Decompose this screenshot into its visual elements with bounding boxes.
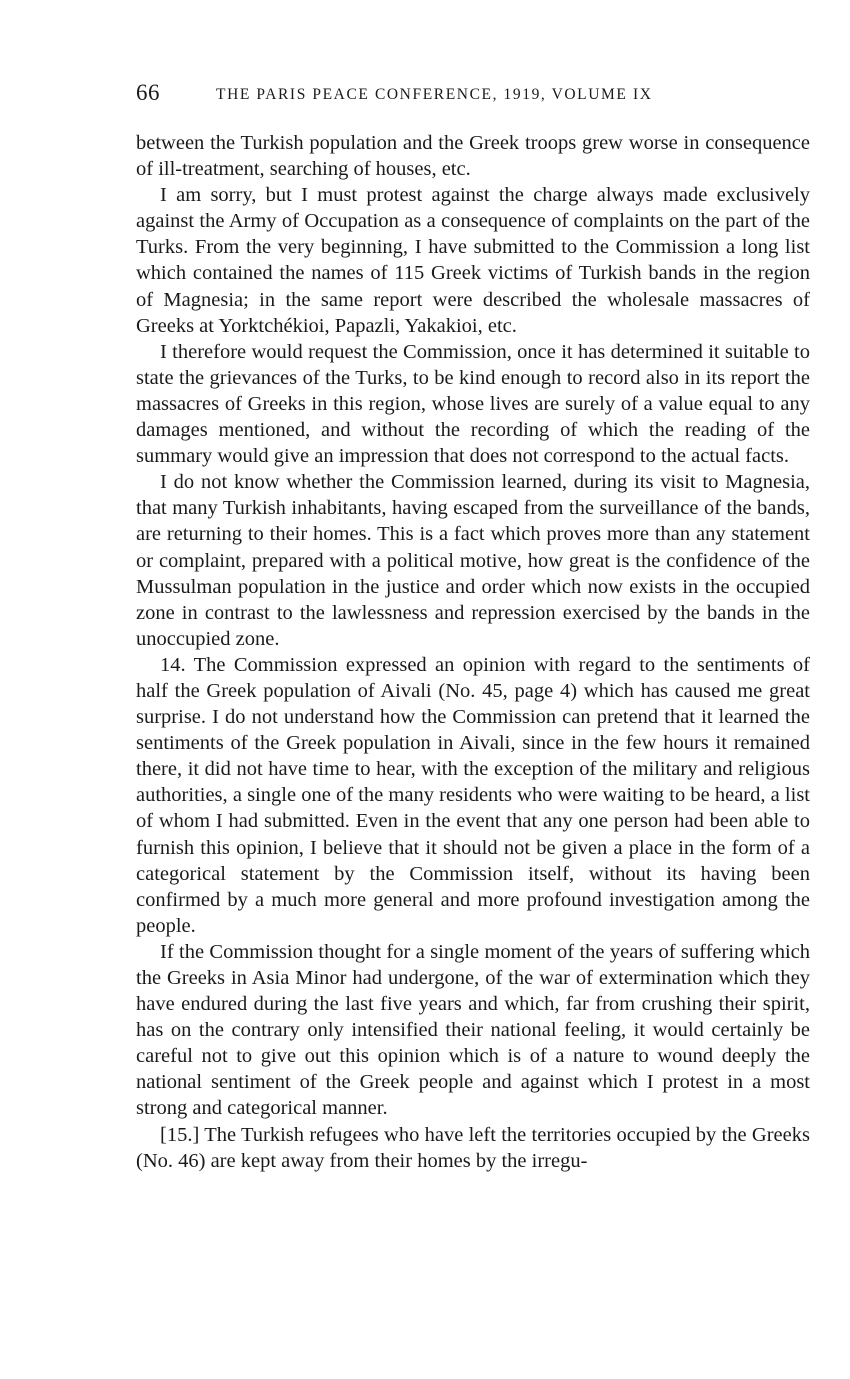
document-page (136, 80, 810, 1174)
paragraph-request-commission: I therefore would request the Commission, once it has determined it suitable to state the grievances of the Turks, to be kind enough to record also in its report the massacres of Greeks in this region, whose lives are surely of a value equal to any damages mentioned, and without the recording of which the reading of the summary would give an impression that does not correspond to the actual facts. (136, 340, 810, 468)
paragraph-item-14: 14. The Commission expressed an opinion with regard to the sentiments of half the Greek population of Aivali (No. 45, page 4) which has caused me great surprise. I do not understand how the Commission can pretend that it learned the sentiments of the Greek population in Aivali, since in the few hours it remained there, it did not have time to hear, with the exception of the military and religious authorities, a single one of the many residents who were waiting to be heard, a list of whom I had submitted. Even in the event that any one person had been able to furnish this opinion, I believe that it should not be given a place in the form of a categorical statement by the Commission itself, without its having been confirmed by a much more general and more profound investigation among the people. (136, 653, 810, 937)
page-number: 66 (136, 80, 160, 105)
paragraph-years-of-suffering: If the Commission thought for a single moment of the years of suffering which the Greeks in Asia Minor had undergone, of the war of extermination which they have endured during the last five years and which, far from crushing their spirit, has on the contrary only intensified their national feeling, it would certainly be careful not to give out this opinion which is of a nature to wound deeply the national sentiment of the Greek people and against which I protest in a most strong and categorical manner. (136, 940, 810, 1120)
body-text (136, 130, 810, 1174)
paragraph-continuation: between the Turkish population and the Greek troops grew worse in consequence of ill-treatment, searching of houses, etc. (136, 132, 810, 181)
running-head: THE PARIS PEACE CONFERENCE, 1919, VOLUME IX (216, 86, 653, 103)
paragraph-magnesia-visit: I do not know whether the Commission learned, during its visit to Magnesia, that many Turkish inhabitants, having escaped from the surveillance of the bands, are returning to their homes. This is a fact which proves more than any statement or complaint, prepared with a political motive, how great is the confidence of the Mussulman population in the justice and order which now exists in the occupied zone in contrast to the lawlessness and repression exercised by the bands in the unoccupied zone. (136, 471, 810, 650)
paragraph-protest-charge: I am sorry, but I must protest against the charge always made exclusively against the Army of Occupation as a consequence of complaints on the part of the Turks. From the very beginning, I have submitted to the Commission a long list which contained the names of 115 Greek victims of Turkish bands in the region of Magnesia; in the same report were described the wholesale massacres of Greeks at Yorktchékioi, Papazli, Yakakioi, etc. (136, 184, 810, 337)
paragraph-item-15: [15.] The Turkish refugees who have left the territories occupied by the Greeks (No. 46) are kept away from their homes by the irregu- (136, 1123, 810, 1172)
page-header (136, 80, 810, 110)
